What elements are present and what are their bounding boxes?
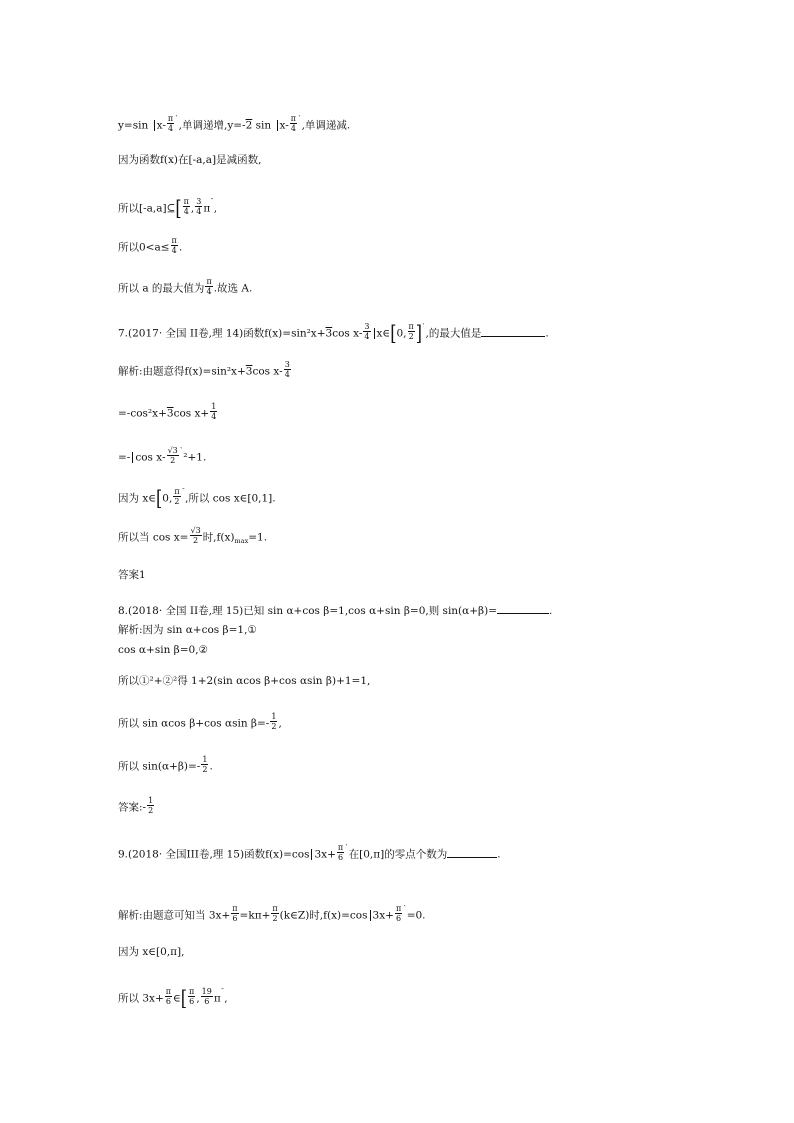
text: x- — [279, 119, 289, 132]
solution-8-step-2: cos α+sin β=0,② — [118, 644, 208, 656]
text: 所以 sin αcos β+cos αsin β=- — [118, 717, 270, 730]
paren-bar — [370, 910, 371, 921]
solution-8-step-1: 解析:因为 sin α+cos β=1,① — [118, 624, 257, 636]
text: , — [196, 992, 200, 1005]
answer-blank — [497, 603, 549, 614]
text: =- — [118, 451, 131, 464]
sqrt-value: 2 — [245, 119, 253, 132]
solution-9-step-2: 因为 x∈[0,π], — [118, 946, 185, 958]
text: ,单调递增,y=- — [178, 119, 246, 132]
paren-bar — [311, 849, 312, 860]
text: ,的最大值是 — [425, 327, 482, 340]
text: =0. — [406, 909, 426, 922]
text: 所以 a 的最大值为 — [118, 282, 205, 295]
fraction: $\frac{1}{2}$ — [148, 796, 154, 815]
fraction: $\frac{\pi}{2}$ — [408, 322, 414, 341]
fraction: $\frac{3}{4}$ — [364, 322, 370, 341]
text: . — [178, 241, 183, 254]
fraction: $\frac{√3}{2}$ — [190, 526, 201, 545]
fraction: $\frac{\pi}{4}$ — [183, 197, 189, 216]
text: sin — [255, 119, 272, 132]
subscript: max — [234, 536, 249, 545]
solution-7-step-5 — [118, 528, 267, 547]
solution-8-step-4 — [118, 714, 282, 733]
text: 所以[-a,a]⊆ — [118, 202, 176, 215]
problem-7-statement: 7.(2017· 全国 II卷,理 14)函数f(x)=sin²x+3cos x- $\frac{3}{4}$ x∈[0, $\frac{\pi}{2}$ ]$^ˋ$,的最大值是 . — [118, 320, 549, 346]
text: 解析:由题意得f(x)=sin²x+ — [118, 365, 246, 378]
text: ,单调递减. — [301, 119, 351, 132]
fraction: $\frac{\pi}{6}$ — [189, 987, 195, 1006]
answer-blank — [447, 847, 497, 858]
text: =kπ+ — [239, 909, 271, 922]
line-decreasing-function: 因为函数f(x)在[-a,a]是减函数, — [118, 154, 262, 166]
text: 3x+ — [314, 848, 336, 861]
answer-8 — [118, 798, 155, 817]
line-max-a — [118, 279, 252, 298]
solution-8-step-3: 所以①²+②²得 1+2(sin αcos β+cos αsin β)+1=1, — [118, 675, 371, 687]
text: ,所以 cos x∈[0,1]. — [185, 492, 276, 505]
text: cos x- — [135, 451, 166, 464]
paren-bar — [277, 120, 278, 131]
fraction: $\frac{3}{4}$ — [284, 360, 290, 379]
problem-9-statement: 9.(2018· 全国III卷,理 15)函数f(x)=cos 3x+ $\frac{\pi}{6}$ $^ˋ$在[0,π]的零点个数为 . — [118, 843, 501, 862]
text: 所以0<a≤ — [118, 241, 170, 254]
text: cos x+ — [173, 407, 210, 420]
text: . — [497, 848, 501, 861]
fraction: $\frac{\pi}{4}$ — [171, 236, 177, 255]
solution-7-step-3: =- cos x- $\frac{√3}{2}$ $^ˋ$²+1. — [118, 446, 207, 465]
paren-bar — [154, 120, 155, 131]
solution-9-step-3: 所以 3x+ $\frac{\pi}{6}$ ∈[ $\frac{\pi}{6}$ , $\frac{19}{6}$ $\pi^ˉ$, — [118, 985, 228, 1011]
paren-bar — [132, 452, 133, 463]
text: 时,f(x) — [202, 531, 235, 544]
sqrt-value: 3 — [325, 327, 333, 340]
fraction: $\frac{1}{4}$ — [211, 402, 217, 421]
text: =1. — [248, 531, 268, 544]
text: 在[0,π]的零点个数为 — [348, 848, 448, 861]
answer-blank — [481, 326, 545, 337]
bracket: [ — [180, 985, 188, 1011]
fraction: $\frac{\pi}{6}$ — [395, 904, 402, 923]
fraction: $\frac{√3}{2}$ — [167, 446, 178, 465]
bracket: ] — [415, 320, 423, 346]
fraction: $\frac{3}{4}$ — [196, 197, 202, 216]
bracket: [ — [390, 320, 397, 346]
fraction: $\frac{19}{6}$ — [201, 987, 212, 1006]
text: 所以当 cos x= — [118, 531, 189, 544]
text: 7.(2017· 全国 II卷,理 14)函数f(x)=sin²x+ — [118, 327, 326, 340]
solution-9-step-1: 解析:由题意可知当 3x+ $\frac{\pi}{6}$ =kπ+ $\frac{\pi}{2}$ (k∈Z)时,f(x)=cos 3x+ $\frac{\pi}{6}$ $^ˋ$=0. — [118, 904, 426, 923]
text: , — [224, 992, 228, 1005]
fraction: $\frac{\pi}{4}$ — [290, 114, 297, 133]
text: 所以 sin(α+β)=- — [118, 760, 201, 773]
bracket: [ — [156, 485, 163, 511]
sqrt-value: 3 — [245, 365, 253, 378]
solution-7-step-1 — [118, 362, 292, 381]
line-monotonic-intervals: y=sin x- $\frac{\pi}{4}$ $^ˋ$,单调递增,y=-2 sin x- $\frac{\pi}{4}$ $^ˋ$,单调递减. — [118, 114, 351, 133]
fraction: $\frac{1}{2}$ — [271, 712, 277, 731]
text: ²+1. — [183, 451, 207, 464]
bracket: [ — [175, 195, 182, 221]
fraction: $\frac{\pi}{6}$ — [165, 987, 172, 1006]
line-a-range — [118, 238, 182, 257]
text: , — [213, 202, 218, 215]
text: . — [209, 760, 213, 773]
solution-7-step-2 — [118, 404, 218, 423]
text: π — [213, 992, 221, 1005]
text: . — [549, 605, 553, 617]
text: .故选 A. — [213, 282, 253, 295]
sqrt-value: 3 — [166, 407, 174, 420]
text: (k∈Z)时,f(x)=cos — [279, 909, 368, 922]
text: 3x+ — [372, 909, 394, 922]
text: 所以 3x+ — [118, 992, 164, 1005]
text: , — [278, 717, 282, 730]
fraction: $\frac{\pi}{4}$ — [167, 114, 174, 133]
text: cos x- — [332, 327, 363, 340]
text: x- — [156, 119, 166, 132]
text: 解析:由题意可知当 3x+ — [118, 909, 231, 922]
fraction: $\frac{\pi}{4}$ — [206, 277, 212, 296]
text: . — [545, 327, 549, 340]
text: ∈ — [173, 992, 181, 1005]
fraction: $\frac{\pi}{2}$ — [174, 487, 180, 506]
problem-8-statement — [118, 603, 552, 618]
text: 8.(2018· 全国 II卷,理 15)已知 sin α+cos β=1,cos α+sin β=0,则 sin(α+β)= — [118, 605, 498, 617]
text: 答案:- — [118, 801, 147, 814]
fraction: $\frac{\pi}{6}$ — [337, 843, 344, 862]
text: 0, — [162, 492, 173, 505]
line-interval-subset: 所以[-a,a]⊆[ $\frac{\pi}{4}$ , $\frac{3}{4}$ $\pi^ˉ$, — [118, 195, 218, 221]
text: =-cos²x+ — [118, 407, 167, 420]
text: π — [203, 202, 211, 215]
fraction: $\frac{1}{2}$ — [202, 755, 208, 774]
text: y=sin — [118, 119, 149, 132]
text: 9.(2018· 全国III卷,理 15)函数f(x)=cos — [118, 848, 310, 861]
text: x∈ — [376, 327, 391, 340]
solution-7-step-4: 因为 x∈[0, $\frac{\pi}{2}$ $^ˉ$,所以 cos x∈[0,1]. — [118, 485, 276, 511]
text: cos x- — [252, 365, 283, 378]
answer-7: 答案1 — [118, 569, 146, 581]
solution-8-step-5 — [118, 757, 213, 776]
text: 0, — [396, 327, 407, 340]
fraction: $\frac{\pi}{6}$ — [232, 904, 238, 923]
text: , — [190, 202, 195, 215]
text: 因为 x∈ — [118, 492, 157, 505]
paren-bar — [374, 328, 375, 339]
fraction: $\frac{\pi}{2}$ — [272, 904, 278, 923]
